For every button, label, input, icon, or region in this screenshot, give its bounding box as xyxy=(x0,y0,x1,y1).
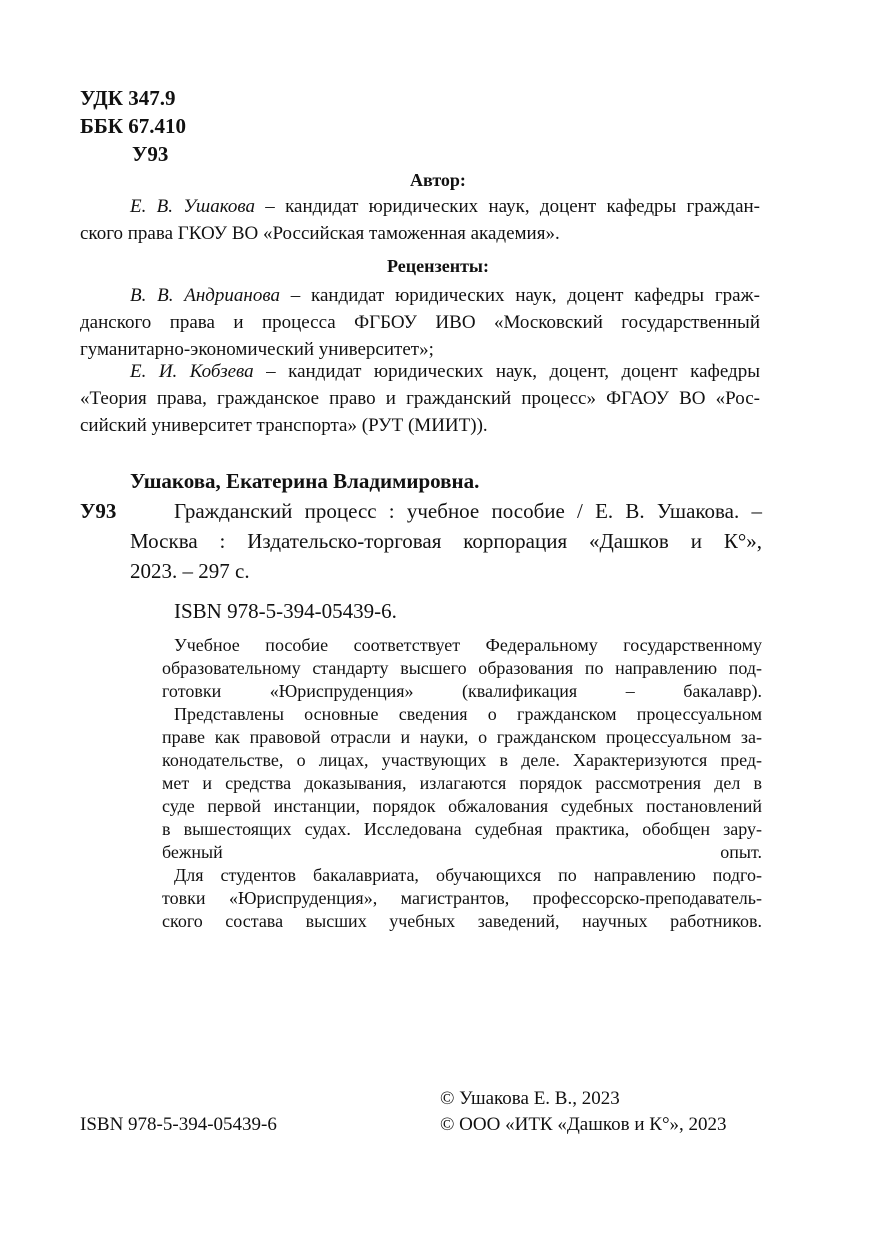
annotation-p1-line-3: готовки «Юриспруденция» (квалификация – бакалавр). xyxy=(162,681,762,701)
annotation-p1-line-2: образовательному стандарту высшего образования по направлению под- xyxy=(162,658,762,678)
annotation-p3-line-2: товки «Юриспруденция», магистрантов, профессорско-преподаватель- xyxy=(162,888,762,908)
annotation-p2-line-3: конодательстве, о лицах, участвующих в деле. Характеризуются пред- xyxy=(162,750,762,770)
reviewer-2-desc-1: – кандидат юридических наук, доцент, доцент кафедры xyxy=(253,361,760,382)
author-name: Е. В. Ушакова xyxy=(130,196,255,217)
classification-codes xyxy=(80,84,186,168)
reviewer-2-desc-3: сийский университет транспорта» (РУТ (МИИТ)). xyxy=(80,415,488,436)
bibliographic-line-2: Москва : Издательско-торговая корпорация «Дашков и К°», xyxy=(130,529,762,553)
annotation-p2-line-7: бежный опыт. xyxy=(162,842,762,862)
bibliographic-line-3: 2023. – 297 с. xyxy=(130,559,250,583)
copyright-author: © Ушакова Е. В., 2023 xyxy=(440,1088,620,1109)
reviewer-2-desc-2: «Теория права, гражданское право и гражданский процесс» ФГАОУ ВО «Рос- xyxy=(80,388,760,409)
author-paragraph xyxy=(80,193,760,247)
author-heading: Автор: xyxy=(410,170,466,190)
bbk-code: ББК 67.410 xyxy=(80,114,186,138)
reviewer-2-paragraph xyxy=(80,358,760,439)
reviewer-1-paragraph xyxy=(80,282,760,363)
bibliographic-record xyxy=(130,496,762,586)
reviewers-heading: Рецензенты: xyxy=(387,256,489,276)
copyright-publisher: © ООО «ИТК «Дашков и К°», 2023 xyxy=(440,1114,727,1135)
reviewer-1-desc-2: данского права и процесса ФГБОУ ИВО «Московский государственный xyxy=(80,312,760,333)
bibliographic-line-1: Гражданский процесс : учебное пособие / Е. В. Ушакова. – xyxy=(174,499,762,523)
annotation-p2-line-1: Представлены основные сведения о гражданском процессуальном xyxy=(174,704,762,724)
bibliographic-mark: У93 xyxy=(80,499,117,523)
annotation xyxy=(162,634,762,933)
reviewer-2-name: Е. И. Кобзева xyxy=(130,361,254,382)
footer-isbn: ISBN 978-5-394-05439-6 xyxy=(80,1114,277,1135)
annotation-p3-line-1: Для студентов бакалавриата, обучающихся по направлению подго- xyxy=(174,865,762,885)
annotation-p2-line-5: суде первой инстанции, порядок обжалования судебных постановлений xyxy=(162,796,762,816)
annotation-p2-line-4: мет и средства доказывания, излагаются порядок рассмотрения дел в xyxy=(162,773,762,793)
annotation-p2-line-6: в вышестоящих судах. Исследована судебная практика, обобщен зару- xyxy=(162,819,762,839)
annotation-p2-line-2: праве как правовой отрасли и науки, о гражданском процессуальном за- xyxy=(162,727,762,747)
author-desc-1: – кандидат юридических наук, доцент кафедры граждан- xyxy=(254,196,761,217)
reviewer-1-name: В. В. Андрианова xyxy=(130,285,280,306)
annotation-p3-line-3: ского состава высших учебных заведений, научных работников. xyxy=(162,911,762,931)
udk-code: УДК 347.9 xyxy=(80,86,176,110)
bibliographic-author-heading: Ушакова, Екатерина Владимировна. xyxy=(130,469,480,493)
reviewer-1-desc-3: гуманитарно-экономический университет»; xyxy=(80,339,434,360)
author-desc-2: ского права ГКОУ ВО «Российская таможенная академия». xyxy=(80,223,560,244)
footer-copyright xyxy=(440,1086,727,1138)
author-mark: У93 xyxy=(132,142,169,166)
reviewer-1-desc-1: – кандидат юридических наук, доцент кафедры граж- xyxy=(279,285,760,306)
annotation-p1-line-1: Учебное пособие соответствует Федеральному государственному xyxy=(174,635,762,655)
bibliographic-isbn: ISBN 978-5-394-05439-6. xyxy=(174,599,397,623)
